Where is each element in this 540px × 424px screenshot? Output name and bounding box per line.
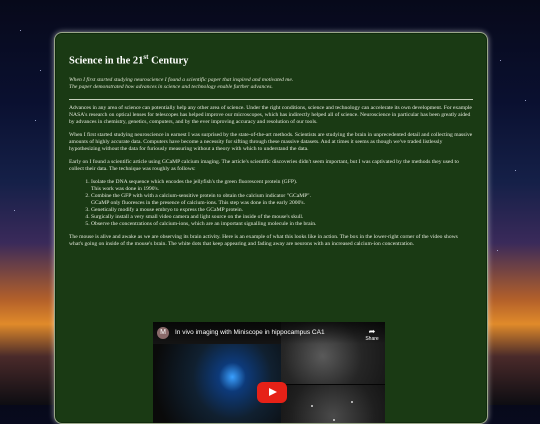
step-text: 4. Surgically install a very small video camera and light source on the inside of the mouse's skull. — [91, 213, 304, 220]
youtube-play-icon[interactable] — [257, 382, 287, 403]
list-item — [91, 193, 473, 207]
step-text: 5. Observe the concentrations of calcium-ions, which are an important signalling molecule in the brain. — [91, 220, 317, 227]
list-item — [91, 179, 473, 193]
star — [500, 60, 501, 61]
title-superscript: st — [143, 53, 149, 61]
title-text: Science in the 21 — [69, 55, 144, 67]
list-item — [91, 221, 473, 228]
step-text: 3. Genetically modify a mouse embryo to express the GCaMP protein. — [91, 206, 244, 213]
step-note: GCaMP only fluoresces in the presence of calcium-ions. This step was done in the early 2000's. — [91, 199, 305, 206]
star — [20, 30, 21, 31]
title-end: Century — [148, 55, 189, 67]
article-content — [55, 33, 487, 248]
share-button[interactable] — [365, 328, 379, 342]
star — [525, 100, 526, 101]
intro-text — [69, 77, 473, 91]
neuron-dot — [351, 401, 353, 403]
list-item — [91, 214, 473, 221]
intro-line: When I first started studying neuroscience I found a scientific paper that inspired and motivated me. — [69, 76, 294, 83]
star — [515, 170, 516, 171]
star — [497, 250, 498, 251]
star — [14, 210, 15, 211]
video-embed[interactable] — [153, 322, 385, 424]
star — [40, 70, 41, 71]
step-text: 2. Combine the GFP with with a calcium-sensitive protein to obtain the calcium indicator "GCaMP". — [91, 192, 311, 199]
video-title[interactable]: In vivo imaging with Miniscope in hippocampus CA1 — [175, 329, 325, 336]
page-title — [69, 53, 473, 67]
list-item — [91, 207, 473, 214]
microscope-view-bottom — [281, 384, 385, 424]
star — [35, 120, 36, 121]
neuron-dot — [333, 419, 335, 421]
intro-line: The paper demonstrated how advances in science and technology enable further advances. — [69, 83, 273, 90]
neuron-dot — [311, 405, 313, 407]
paragraph: Advances in any area of science can potentially help any other area of science. Under the right conditions, science and technology can accelerate its own development. For example NASA's research on optical lenses for telescopes has helped improve our microscopes, which has indirectly helped all of science. Neuroscience in particular has been greatly aided by advances in chemistry, genetics, computers, and by the ever improving accuracy and resolution of our tools. — [69, 104, 472, 125]
step-note: This work was done in 1990's. — [91, 185, 160, 192]
paragraph: When I first started studying neuroscience in earnest I was surprised by the state-of-the-art methods. Scientists are studying the brain in unprecedented detail and collecting massive amounts of highly accurate data. Computers have become a necessity for sifting through these massive datasets. And at times it seems as though we've traded listlessly hypothesizing without the data for furiously measuring without a theory with which to understand the data. — [69, 131, 473, 152]
technique-steps-list — [69, 179, 473, 228]
paragraph: The mouse is alive and awake as we are observing its brain activity. Here is an example of what this looks like in action. The box in the lower-right corner of the video shows what's going on inside of the mouse's brain. The white dots that keep appearing and fading away are neurons with an increased calcium-ion concentration. — [69, 233, 458, 247]
paragraph: Early on I found a scientific article using GCaMP calcium imaging. The article's scientific discoveries didn't seem important, but I was captivated by the methods they used to collect their data. The technique was roughly as follows: — [69, 158, 459, 172]
share-label: Share — [365, 336, 379, 342]
video-header — [153, 322, 385, 344]
step-text: 1. Isolate the DNA sequence which encodes the jellyfish's the green fluorescent protein (GFP). — [91, 178, 298, 185]
share-arrow-icon: ➦ — [368, 327, 376, 336]
divider — [69, 99, 473, 100]
article-panel — [54, 32, 488, 424]
channel-avatar[interactable]: M — [157, 327, 169, 339]
